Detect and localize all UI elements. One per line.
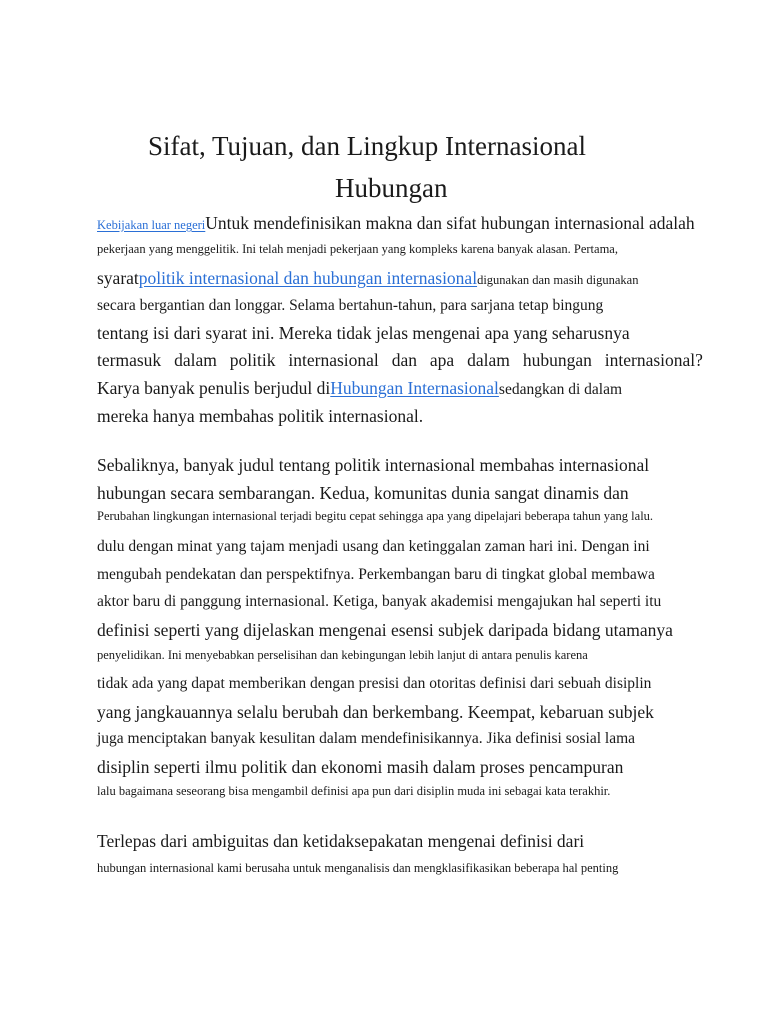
paragraph-2-line-1: Sebaliknya, banyak judul tentang politik internasional membahas internasional bbox=[97, 455, 650, 475]
paragraph-2-line-7: definisi seperti yang dijelaskan mengenai esensi subjek daripada bidang utamanya bbox=[97, 620, 673, 640]
word: internasional? bbox=[604, 350, 703, 370]
paragraph-2-line-4: dulu dengan minat yang tajam menjadi usang dan ketinggalan zaman hari ini. Dengan ini bbox=[97, 538, 650, 555]
paragraph-3-line-1: Terlepas dari ambiguitas dan ketidaksepakatan mengenai definisi dari bbox=[97, 831, 585, 851]
word: hubungan bbox=[522, 350, 592, 370]
paragraph-2-line-11: juga menciptakan banyak kesulitan dalam mendefinisikannya. Jika definisi sosial lama bbox=[97, 730, 636, 747]
paragraph-1-line-7 bbox=[97, 380, 622, 398]
paragraph-2-line-12: disiplin seperti ilmu politik dan ekonomi masih dalam proses pencampuran bbox=[97, 757, 624, 777]
paragraph-1-line-1 bbox=[97, 215, 695, 233]
link-hubungan-internasional[interactable]: Hubungan Internasional bbox=[330, 378, 499, 398]
paragraph-1-line-5: tentang isi dari syarat ini. Mereka tidak jelas mengenai apa yang seharusnya bbox=[97, 323, 630, 343]
paragraph-1-line-8: mereka hanya membahas politik internasional. bbox=[97, 406, 424, 426]
word: dalam bbox=[467, 350, 510, 370]
paragraph-1-line-4: secara bergantian dan longgar. Selama bertahun-tahun, para sarjana tetap bingung bbox=[97, 297, 604, 314]
paragraph-1-line-2: pekerjaan yang menggelitik. Ini telah menjadi pekerjaan yang kompleks karena banyak alasan. Pertama, bbox=[97, 242, 618, 256]
word: politik bbox=[229, 350, 276, 370]
word: internasional bbox=[288, 350, 379, 370]
word: apa bbox=[429, 350, 455, 370]
paragraph-1-line-6 bbox=[97, 352, 703, 370]
text-segment: syarat bbox=[97, 268, 139, 288]
text-segment: digunakan dan masih digunakan bbox=[477, 273, 639, 287]
paragraph-2-line-6: aktor baru di panggung internasional. Ketiga, banyak akademisi mengajukan hal seperti itu bbox=[97, 593, 662, 610]
link-politik-hubungan-internasional[interactable]: politik internasional dan hubungan internasional bbox=[138, 268, 478, 288]
text-segment: Untuk mendefinisikan makna dan sifat hubungan internasional adalah bbox=[205, 213, 695, 233]
link-kebijakan-luar-negeri[interactable]: Kebijakan luar negeri bbox=[97, 218, 206, 232]
word: dan bbox=[391, 350, 417, 370]
document-title-line-2: Hubungan bbox=[335, 173, 448, 203]
paragraph-2-line-2: hubungan secara sembarangan. Kedua, komunitas dunia sangat dinamis dan bbox=[97, 483, 629, 503]
paragraph-2-line-10: yang jangkauannya selalu berubah dan berkembang. Keempat, kebaruan subjek bbox=[97, 702, 654, 722]
paragraph-2-line-8: penyelidikan. Ini menyebabkan perselisihan dan kebingungan lebih lanjut di antara penulis karena bbox=[97, 648, 588, 662]
document-title-line-1: Sifat, Tujuan, dan Lingkup Internasional bbox=[148, 131, 586, 161]
paragraph-2-line-13: lalu bagaimana seseorang bisa mengambil definisi apa pun dari disiplin muda ini sebagai kata terakhir. bbox=[97, 784, 611, 798]
paragraph-2-line-9: tidak ada yang dapat memberikan dengan presisi dan otoritas definisi dari sebuah disiplin bbox=[97, 675, 652, 692]
word: termasuk bbox=[97, 350, 162, 370]
text-segment: sedangkan di dalam bbox=[498, 381, 623, 398]
text-segment: Karya banyak penulis berjudul di bbox=[97, 378, 331, 398]
word: dalam bbox=[174, 350, 217, 370]
paragraph-3-line-2: hubungan internasional kami berusaha untuk menganalisis dan mengklasifikasikan beberapa hal penting bbox=[97, 861, 619, 875]
paragraph-2-line-3: Perubahan lingkungan internasional terjadi begitu cepat sehingga apa yang dipelajari beberapa tahun yang lalu. bbox=[97, 509, 654, 523]
paragraph-2-line-5: mengubah pendekatan dan perspektifnya. Perkembangan baru di tingkat global membawa bbox=[97, 566, 655, 583]
paragraph-1-line-3 bbox=[97, 270, 638, 288]
